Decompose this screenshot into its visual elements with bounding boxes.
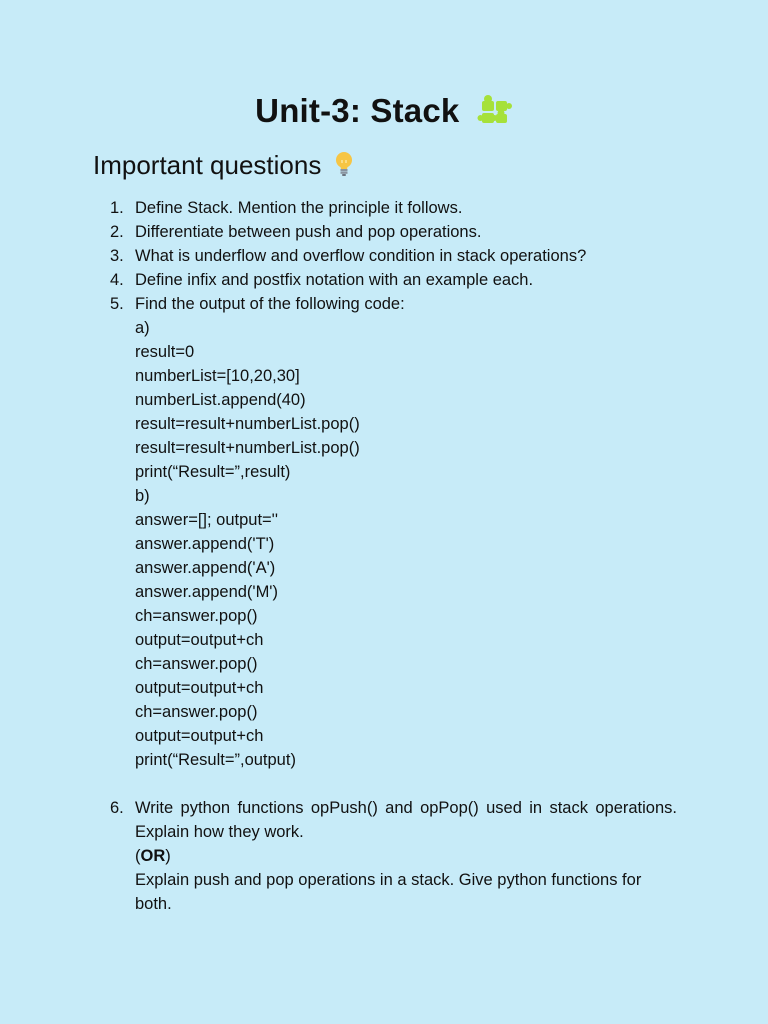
code-line: result=0 bbox=[135, 343, 195, 361]
or-label: OR bbox=[140, 847, 166, 865]
page-title bbox=[0, 92, 768, 130]
code-line: ch=answer.pop() bbox=[135, 703, 258, 721]
part-label-a: a) bbox=[135, 319, 150, 337]
code-line: output=output+ch bbox=[135, 631, 264, 649]
code-line: numberList.append(40) bbox=[135, 391, 306, 409]
question-text: Define Stack. Mention the principle it follows. bbox=[135, 199, 463, 217]
code-line: numberList=[10,20,30] bbox=[135, 367, 300, 385]
list-item bbox=[105, 244, 677, 268]
section-heading-text: Important questions bbox=[93, 150, 322, 180]
list-item bbox=[105, 196, 677, 220]
or-separator bbox=[135, 844, 677, 868]
code-line: ch=answer.pop() bbox=[135, 607, 258, 625]
alternate-question-text: Explain push and pop operations in a stack. Give python functions for both. bbox=[135, 871, 642, 913]
code-line: answer.append('A') bbox=[135, 559, 276, 577]
lightbulb-icon bbox=[333, 151, 355, 177]
question-number: 6. bbox=[110, 799, 124, 817]
code-line: output=output+ch bbox=[135, 679, 264, 697]
list-item bbox=[105, 292, 677, 796]
list-item bbox=[105, 220, 677, 244]
question-number: 4. bbox=[110, 271, 124, 289]
code-line: answer.append('T') bbox=[135, 535, 275, 553]
blank-line bbox=[135, 772, 677, 796]
question-text: Find the output of the following code: bbox=[135, 295, 405, 313]
code-line: result=result+numberList.pop() bbox=[135, 415, 360, 433]
code-line: output=output+ch bbox=[135, 727, 264, 745]
or-close-paren: ) bbox=[165, 847, 171, 865]
question-number: 1. bbox=[110, 199, 124, 217]
puzzle-piece-icon bbox=[477, 92, 513, 128]
code-line: print(“Result=”,result) bbox=[135, 463, 291, 481]
question-number: 5. bbox=[110, 295, 124, 313]
question-text: What is underflow and overflow condition in stack operations? bbox=[135, 247, 587, 265]
question-number: 2. bbox=[110, 223, 124, 241]
list-item bbox=[105, 796, 677, 916]
page-title-text: Unit-3: Stack bbox=[255, 92, 460, 129]
question-text: Differentiate between push and pop operations. bbox=[135, 223, 482, 241]
question-list bbox=[105, 196, 677, 916]
section-heading bbox=[93, 150, 355, 181]
code-line: answer=[]; output='' bbox=[135, 511, 278, 529]
code-line: result=result+numberList.pop() bbox=[135, 439, 360, 457]
question-text: Define infix and postfix notation with an example each. bbox=[135, 271, 534, 289]
code-line: print(“Result=”,output) bbox=[135, 751, 296, 769]
question-number: 3. bbox=[110, 247, 124, 265]
question-text: Write python functions opPush() and opPop() used in stack operations. Explain how they work. bbox=[135, 799, 677, 841]
code-line: answer.append('M') bbox=[135, 583, 278, 601]
part-label-b: b) bbox=[135, 487, 150, 505]
or-open-paren: ( bbox=[135, 847, 141, 865]
list-item bbox=[105, 268, 677, 292]
code-line: ch=answer.pop() bbox=[135, 655, 258, 673]
